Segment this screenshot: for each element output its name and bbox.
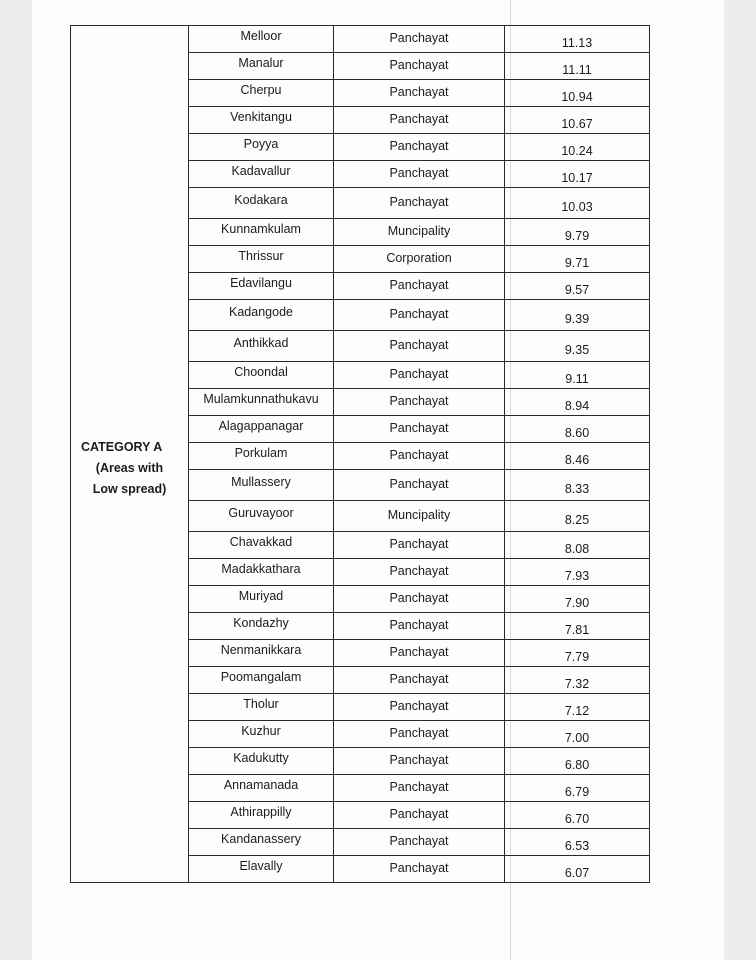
spread-value-cell <box>505 107 650 134</box>
spread-value-cell <box>505 219 650 246</box>
area-type-cell <box>334 26 505 53</box>
area-name: Kodakara <box>234 193 288 207</box>
area-type-cell <box>334 219 505 246</box>
spread-value: 10.17 <box>561 171 593 185</box>
spread-value-cell <box>505 613 650 640</box>
area-name-cell <box>189 134 334 161</box>
area-name-cell <box>189 300 334 331</box>
spread-value-cell <box>505 721 650 748</box>
spread-value-cell <box>505 80 650 107</box>
category-label-line2: (Areas with <box>95 460 164 475</box>
spread-value-cell <box>505 246 650 273</box>
area-type-cell <box>334 721 505 748</box>
spread-value: 11.13 <box>561 36 593 50</box>
area-name: Kuzhur <box>241 724 281 738</box>
area-name-cell <box>189 389 334 416</box>
area-name: Guruvayoor <box>228 506 294 520</box>
spread-value: 10.03 <box>561 200 593 214</box>
area-name-cell <box>189 80 334 107</box>
area-type-cell <box>334 300 505 331</box>
area-type-cell <box>334 640 505 667</box>
area-name: Kadangode <box>229 305 293 319</box>
area-type: Panchayat <box>389 591 449 605</box>
category-label-line3: Low spread) <box>92 481 167 496</box>
area-name: Porkulam <box>234 446 288 460</box>
area-type: Panchayat <box>389 448 449 462</box>
spread-value-cell <box>505 273 650 300</box>
area-type: Panchayat <box>389 477 449 491</box>
area-name-cell <box>189 856 334 883</box>
area-name: Venkitangu <box>230 110 292 124</box>
area-type: Muncipality <box>387 508 451 522</box>
area-type: Panchayat <box>389 672 449 686</box>
area-type: Panchayat <box>389 166 449 180</box>
spread-value-cell <box>505 640 650 667</box>
area-name-cell <box>189 667 334 694</box>
area-type: Panchayat <box>389 834 449 848</box>
spread-value: 9.79 <box>564 229 590 243</box>
area-name-cell <box>189 443 334 470</box>
area-type-cell <box>334 559 505 586</box>
area-type-cell <box>334 748 505 775</box>
spread-value: 6.70 <box>564 812 590 826</box>
area-type-cell <box>334 389 505 416</box>
area-name-cell <box>189 748 334 775</box>
spread-value-cell <box>505 586 650 613</box>
spread-value: 8.08 <box>564 542 590 556</box>
spread-value: 6.07 <box>564 866 590 880</box>
area-name: Kondazhy <box>233 616 289 630</box>
area-name: Athirappilly <box>230 805 292 819</box>
spread-value: 7.90 <box>564 596 590 610</box>
area-type: Muncipality <box>387 224 451 238</box>
spread-value: 6.79 <box>564 785 590 799</box>
area-name: Mulamkunnathukavu <box>203 392 319 406</box>
area-name: Mullassery <box>231 475 291 489</box>
spread-value-cell <box>505 748 650 775</box>
area-name-cell <box>189 107 334 134</box>
area-name-cell <box>189 416 334 443</box>
spread-value-cell <box>505 470 650 501</box>
spread-value-cell <box>505 389 650 416</box>
area-type: Panchayat <box>389 645 449 659</box>
area-type-cell <box>334 362 505 389</box>
spread-value-cell <box>505 829 650 856</box>
area-name-cell <box>189 362 334 389</box>
area-type: Panchayat <box>389 861 449 875</box>
area-type: Panchayat <box>389 699 449 713</box>
spread-value-cell <box>505 667 650 694</box>
area-type-cell <box>334 273 505 300</box>
area-type: Panchayat <box>389 394 449 408</box>
spread-value: 8.94 <box>564 399 590 413</box>
area-type: Panchayat <box>389 58 449 72</box>
area-type: Panchayat <box>389 139 449 153</box>
spread-value: 7.32 <box>564 677 590 691</box>
category-label <box>71 437 188 500</box>
spread-value: 9.11 <box>565 372 589 386</box>
spread-value-cell <box>505 26 650 53</box>
area-name: Thrissur <box>238 249 284 263</box>
area-name: Alagappanagar <box>218 419 304 433</box>
spread-value-cell <box>505 559 650 586</box>
area-name-cell <box>189 188 334 219</box>
area-type: Corporation <box>386 251 452 265</box>
spread-value: 6.80 <box>564 758 590 772</box>
area-type-cell <box>334 802 505 829</box>
area-name: Poyya <box>243 137 279 151</box>
area-type-cell <box>334 246 505 273</box>
area-type-cell <box>334 856 505 883</box>
spread-value-cell <box>505 416 650 443</box>
spread-value: 7.12 <box>564 704 590 718</box>
spread-value: 9.39 <box>564 312 590 326</box>
area-type-cell <box>334 331 505 362</box>
spread-value: 8.33 <box>564 482 590 496</box>
spread-table <box>70 25 650 883</box>
area-type: Panchayat <box>389 31 449 45</box>
spread-value-cell <box>505 331 650 362</box>
area-type-cell <box>334 470 505 501</box>
spread-value: 9.71 <box>564 256 590 270</box>
spread-value: 7.00 <box>564 731 590 745</box>
spread-value-cell <box>505 694 650 721</box>
area-name-cell <box>189 501 334 532</box>
area-type: Panchayat <box>389 367 449 381</box>
area-name-cell <box>189 331 334 362</box>
area-type: Panchayat <box>389 85 449 99</box>
area-type-cell <box>334 134 505 161</box>
area-type-cell <box>334 501 505 532</box>
area-name-cell <box>189 802 334 829</box>
area-name: Choondal <box>234 365 288 379</box>
spread-value-cell <box>505 188 650 219</box>
area-name: Poomangalam <box>220 670 302 684</box>
area-name: Chavakkad <box>229 535 293 549</box>
category-cell <box>71 26 189 883</box>
spread-value-cell <box>505 532 650 559</box>
area-type: Panchayat <box>389 618 449 632</box>
table-body <box>71 26 650 883</box>
area-type-cell <box>334 188 505 219</box>
spread-value-cell <box>505 501 650 532</box>
area-name: Madakkathara <box>221 562 301 576</box>
area-type-cell <box>334 443 505 470</box>
spread-value-cell <box>505 775 650 802</box>
area-type: Panchayat <box>389 807 449 821</box>
spread-value: 10.24 <box>561 144 593 158</box>
spread-value: 8.46 <box>564 453 590 467</box>
area-type-cell <box>334 613 505 640</box>
spread-value: 11.11 <box>562 63 592 77</box>
area-name: Kandanassery <box>221 832 301 846</box>
spread-value-cell <box>505 856 650 883</box>
area-name: Nenmanikkara <box>220 643 302 657</box>
area-type-cell <box>334 53 505 80</box>
area-type-cell <box>334 694 505 721</box>
category-label-line1: CATEGORY A <box>81 439 163 454</box>
spread-value: 10.67 <box>561 117 593 131</box>
area-name-cell <box>189 721 334 748</box>
area-type-cell <box>334 532 505 559</box>
area-type: Panchayat <box>389 537 449 551</box>
area-name: Melloor <box>240 29 282 43</box>
spread-value-cell <box>505 802 650 829</box>
spread-value: 8.60 <box>564 426 590 440</box>
spread-value-cell <box>505 53 650 80</box>
area-type: Panchayat <box>389 278 449 292</box>
area-type-cell <box>334 80 505 107</box>
area-type-cell <box>334 107 505 134</box>
spread-value: 10.94 <box>561 90 593 104</box>
area-name-cell <box>189 559 334 586</box>
spread-value: 7.81 <box>564 623 590 637</box>
area-type: Panchayat <box>389 338 449 352</box>
area-name-cell <box>189 532 334 559</box>
spread-value-cell <box>505 300 650 331</box>
area-type: Panchayat <box>389 112 449 126</box>
spread-value: 6.53 <box>564 839 590 853</box>
spread-value-cell <box>505 134 650 161</box>
area-name: Muriyad <box>238 589 284 603</box>
area-name: Edavilangu <box>230 276 292 290</box>
area-name-cell <box>189 586 334 613</box>
area-type-cell <box>334 586 505 613</box>
area-type: Panchayat <box>389 421 449 435</box>
area-type-cell <box>334 416 505 443</box>
area-name-cell <box>189 161 334 188</box>
area-name-cell <box>189 53 334 80</box>
area-name-cell <box>189 470 334 501</box>
area-type-cell <box>334 667 505 694</box>
area-name: Anthikkad <box>233 336 289 350</box>
area-name-cell <box>189 640 334 667</box>
area-name-cell <box>189 694 334 721</box>
area-type: Panchayat <box>389 195 449 209</box>
area-name: Kadavallur <box>231 164 291 178</box>
area-name-cell <box>189 829 334 856</box>
area-type-cell <box>334 829 505 856</box>
area-name-cell <box>189 775 334 802</box>
area-name: Kunnamkulam <box>221 222 301 236</box>
spread-value: 8.25 <box>564 513 590 527</box>
area-type: Panchayat <box>389 564 449 578</box>
table-row <box>71 26 650 53</box>
spread-value: 7.93 <box>564 569 590 583</box>
area-name: Kadukutty <box>233 751 289 765</box>
area-type: Panchayat <box>389 753 449 767</box>
area-name: Tholur <box>243 697 279 711</box>
spread-value: 9.35 <box>564 343 590 357</box>
area-name: Manalur <box>238 56 284 70</box>
area-name-cell <box>189 246 334 273</box>
area-name-cell <box>189 273 334 300</box>
spread-value-cell <box>505 362 650 389</box>
area-name: Cherpu <box>240 83 282 97</box>
spread-value: 9.57 <box>564 283 590 297</box>
area-type: Panchayat <box>389 307 449 321</box>
area-type-cell <box>334 775 505 802</box>
area-name-cell <box>189 219 334 246</box>
area-name: Annamanada <box>223 778 299 792</box>
area-type: Panchayat <box>389 726 449 740</box>
area-type: Panchayat <box>389 780 449 794</box>
area-type-cell <box>334 161 505 188</box>
area-name-cell <box>189 613 334 640</box>
spread-value-cell <box>505 443 650 470</box>
spread-value: 7.79 <box>564 650 590 664</box>
area-name: Elavally <box>239 859 283 873</box>
area-name-cell <box>189 26 334 53</box>
spread-value-cell <box>505 161 650 188</box>
